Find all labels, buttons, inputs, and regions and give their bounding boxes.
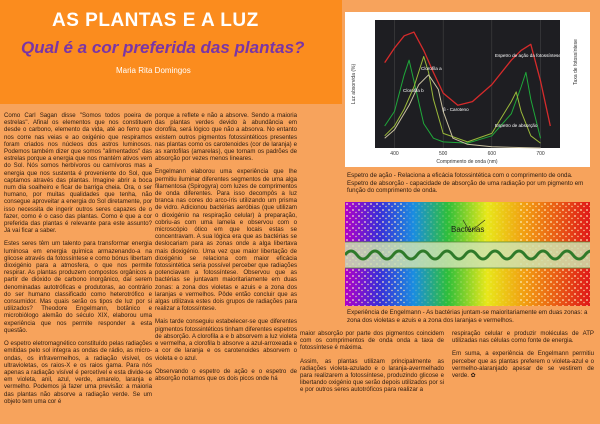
paragraph: Mais tarde conseguiu estabelecer-se que diferentes pigmentos fotossintéticos tinham diferentes espetros de absorção. A clorofila a e b absorvem a luz violeta e vermelha, a clorofila b absorve a azul-arroxeada e a cor de laranja e os carotenoides absorvem o violeta e o azul.: [155, 318, 297, 362]
paragraph: Assim, as plantas utilizam principalmente as radiações violeta-azulado e o laranja-avermelhado para realizarem a fotossíntese, produzindo glicose e libertando oxigénio que serão depois utilizados por si e por outros seres autotróficos para realizar a: [300, 357, 444, 394]
page-subtitle: Qual é a cor preferida das plantas?: [21, 38, 305, 57]
engelmann-caption: Experiência de Engelmann - As bactérias juntam-se maioritariamente em duas zonas: a zona dos violetas e azuis e a zona dos laranjas e vermelhos.: [347, 309, 588, 324]
author-name: Maria Rita Domingos: [116, 66, 191, 75]
text-column-4: [452, 330, 594, 385]
x-axis-label: Comprimento de onda (nm): [436, 159, 498, 165]
text-column-2: [155, 112, 297, 388]
paragraph: O espetro eletromagnético constituído pelas radiações emitidas pelo sol integra as ondas de rádio, as micro-ondas, os infravermelhos, a radiação visível, os ultravioletas, os raios-X e os raios gama. Para nós apenas a radiação visível é percetível e esta divide-se em violeta, anil, azul, verde, amarelo, laranja e vermelho. Podemos já fazer uma previsão: a maioria das plantas não absorve a radiação verde. Se um objeto tem uma cor é: [4, 340, 152, 405]
chart-annotation-absorption: Espetro de absorção: [495, 123, 538, 128]
spectrum-chart-svg: [345, 12, 590, 167]
paragraph: Observando o espetro de ação e o espetro de absorção notamos que os dois picos onde há: [155, 367, 297, 382]
x-tick-label: 700: [536, 151, 545, 157]
page-title: AS PLANTAS E A LUZ: [52, 10, 259, 31]
chart-caption: Espetro de ação - Relaciona a eficácia fotossintética com o comprimento de onda. Espetro de absorção - capacidade de absorção de uma radiação por um pigmento em função do comprimento de onda.: [347, 172, 584, 195]
plot-area: [375, 20, 560, 148]
bacteria-label: Bactérias: [451, 225, 485, 234]
paragraph: Em suma, a experiência de Engelmann permitiu perceber que as plantas preferem o violeta-azul e o vermelho-alaranjado apesar de se vestirem de verde. ✿: [452, 350, 594, 380]
chart-annotation-action: Espetro de ação da fotossíntese: [495, 53, 561, 58]
paragraph: Engelmann elaborou uma experiência que lhe permitiu iluminar diferentes segmentos de uma alga filamentosa (Spirogyra) com luzes de comprimentos de onda diferentes. Para isso decompôs a luz branca nas cores do arco-íris utilizando um prisma de vidro. Adicionou bactérias aeróbias (que utilizam o dioxigénio na respiração celular) à preparação, cobriu-as com uma lamela e observou com o microscópio ótico em que locais estas se concentravam. A sua lógica era que as bactérias se deslocariam para as zonas onde a alga libertava mais dioxigénio. Uma vez que maior libertação de dioxigénio se relaciona com maior eficácia fotossintética seria possível perceber que radiações potenciavam a fotossíntese. Observou que as bactérias se juntavam maioritariamente em duas zonas: a zona dos violetas e azuis e a zona dos laranjas e vermelhos. Pôde então concluir que as algas utilizava estes dois grupos de radiações para realizar a fotossíntese.: [155, 168, 297, 313]
legend-beta-caroteno: β - Caroteno: [443, 107, 469, 112]
engelmann-figure: [345, 202, 590, 306]
paragraph: maior absorção por parte dos pigmentos coincidem com os comprimentos de onda onda a taxa de fotossíntese é máxima.: [300, 330, 444, 352]
x-tick-label: 600: [487, 151, 497, 157]
paragraph: porque a reflete e não a absorve. Sendo a maioria das plantas verdes devido à abundância em clorofila, será lógico que não a absorva. No entanto existem outros pigmentos fotossintéticos presentes nas plantas como os carotenoides (cor de laranja) e as xantofilas (amarelas), que tornam os padrões de absorção por vezes menos lineares.: [155, 112, 297, 163]
legend-clorofila-b: Clorofila b: [403, 88, 424, 93]
x-tick-label: 500: [438, 151, 448, 157]
spectrum-chart: [345, 12, 590, 167]
paragraph: respiração celular e produzir moléculas de ATP utilizadas nas células como fonte de energia.: [452, 330, 594, 345]
y-axis-label-left: Luz absorvida (%): [351, 63, 357, 105]
x-tick-label: 400: [390, 151, 399, 157]
legend-clorofila-a: Clorofila a: [421, 66, 442, 71]
text-column-3: [300, 330, 444, 400]
paragraph: Estes seres têm um talento para transformar energia luminosa em energia química armazenando-a na glicose através da fotossíntese e como bónus libertam dioxigénio para a atmosfera, o que nos permite respirar. As plantas produzem compostos orgânicos a partir de dióxido de carbono inorgânico, daí serem denominadas autotróficas e produtoras, ao contrário do ser humano classificado como heterotrófico e consumidor. Mas quais serão os tipos de luz por si utilizados? Theodore Engelmann, botânico e microbiólogo alemão do século XIX, elaborou uma experiência que nos permite responder a esta questão.: [4, 240, 152, 334]
engelmann-svg: [345, 202, 590, 306]
y-axis-label-right: Taxa de fotossíntese: [573, 39, 579, 85]
header-banner: [0, 0, 342, 104]
paragraph: Como Carl Sagan disse "Somos todos poeira de estrelas". Afinal os elementos que nos constituem desde o carbono, elemento da vida, até ao ferro que nos corre nas veias e ao oxigénio que respiramos foram criados nos núcleos dos astros luminosos. Podemos também dizer que somos "alimentados" das estrelas porque a energia que nos mantém ativos vem do Sol. Nós somos herbívoros ou carnívoros mas a energia que nos sustenta é proveniente do Sol, que captamos através das plantas. Imagine abrir a boca num dia soalheiro e ficar de barriga cheia. Ora, o ser humano, por muitas qualidades que tenha, não consegue aproveitar a energia do Sol diretamente, por isso necessita de ingerir outros seres capazes de o fazer, como é o caso das plantas. Como é que a cor preferida das plantas é relevante para este assunto? Já vai ficar a saber.: [4, 112, 152, 235]
text-column-1: [4, 112, 152, 411]
